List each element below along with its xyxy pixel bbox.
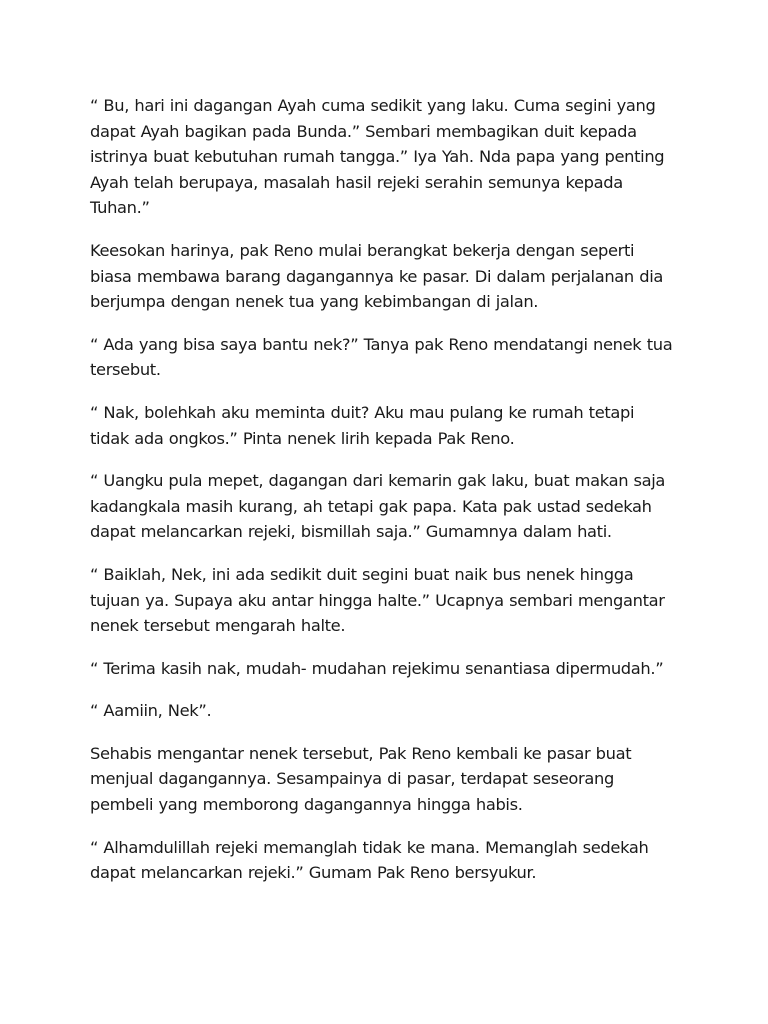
text-line: “ Ada yang bisa saya bantu nek?” Tanya pak Reno mendatangi nenek tua (90, 334, 673, 354)
text-line: Ayah telah berupaya, masalah hasil rejeki serahin semunya kepada (90, 172, 623, 192)
text-line: tidak ada ongkos.” Pinta nenek lirih kepada Pak Reno. (90, 428, 515, 448)
paragraph (90, 93, 690, 221)
text-line: tujuan ya. Supaya aku antar hingga halte.” Ucapnya sembari mengantar (90, 590, 665, 610)
text-line: “ Bu, hari ini dagangan Ayah cuma sedikit yang laku. Cuma segini yang (90, 96, 656, 115)
paragraph (90, 468, 690, 545)
text-line: dapat melancarkan rejeki.” Gumam Pak Reno bersyukur. (90, 863, 537, 883)
paragraph (90, 238, 690, 315)
paragraph (90, 698, 690, 724)
text-line: pembeli yang memborong dagangannya hingga habis. (90, 795, 523, 815)
paragraph (90, 835, 690, 886)
text-line: Sehabis mengantar nenek tersebut, Pak Reno kembali ke pasar buat (90, 743, 632, 763)
text-line: “ Terima kasih nak, mudah- mudahan rejekimu senantiasa dipermudah.” (90, 658, 664, 678)
text-line: biasa membawa barang dagangannya ke pasar. Di dalam perjalanan dia (90, 266, 663, 286)
text-line: “ Nak, bolehkah aku meminta duit? Aku mau pulang ke rumah tetapi (90, 402, 635, 422)
text-line: “ Alhamdulillah rejeki memanglah tidak ke mana. Memanglah sedekah (90, 837, 649, 857)
text-line: dapat Ayah bagikan pada Bunda.” Sembari membagikan duit kepada (90, 121, 637, 141)
paragraph (90, 741, 690, 818)
paragraph (90, 400, 690, 451)
paragraph (90, 656, 690, 682)
text-line: “ Uangku pula mepet, dagangan dari kemarin gak laku, buat makan saja (90, 471, 666, 491)
text-line: menjual dagangannya. Sesampainya di pasar, terdapat seseorang (90, 769, 614, 789)
text-line: tersebut. (90, 360, 161, 380)
paragraph (90, 332, 690, 383)
text-line: Tuhan.” (90, 198, 150, 218)
text-line: “ Baiklah, Nek, ini ada sedikit duit segini buat naik bus nenek hingga (90, 564, 634, 584)
document-body (90, 93, 690, 903)
text-line: berjumpa dengan nenek tua yang kebimbangan di jalan. (90, 292, 539, 312)
text-line: dapat melancarkan rejeki, bismillah saja.” Gumamnya dalam hati. (90, 522, 612, 542)
text-line: kadangkala masih kurang, ah tetapi gak papa. Kata pak ustad sedekah (90, 496, 652, 516)
text-line: nenek tersebut mengarah halte. (90, 616, 346, 636)
paragraph (90, 562, 690, 639)
text-line: “ Aamiin, Nek”. (90, 701, 212, 721)
text-line: istrinya buat kebutuhan rumah tangga.” Iya Yah. Nda papa yang penting (90, 147, 665, 167)
text-line: Keesokan harinya, pak Reno mulai berangkat bekerja dengan seperti (90, 240, 635, 260)
